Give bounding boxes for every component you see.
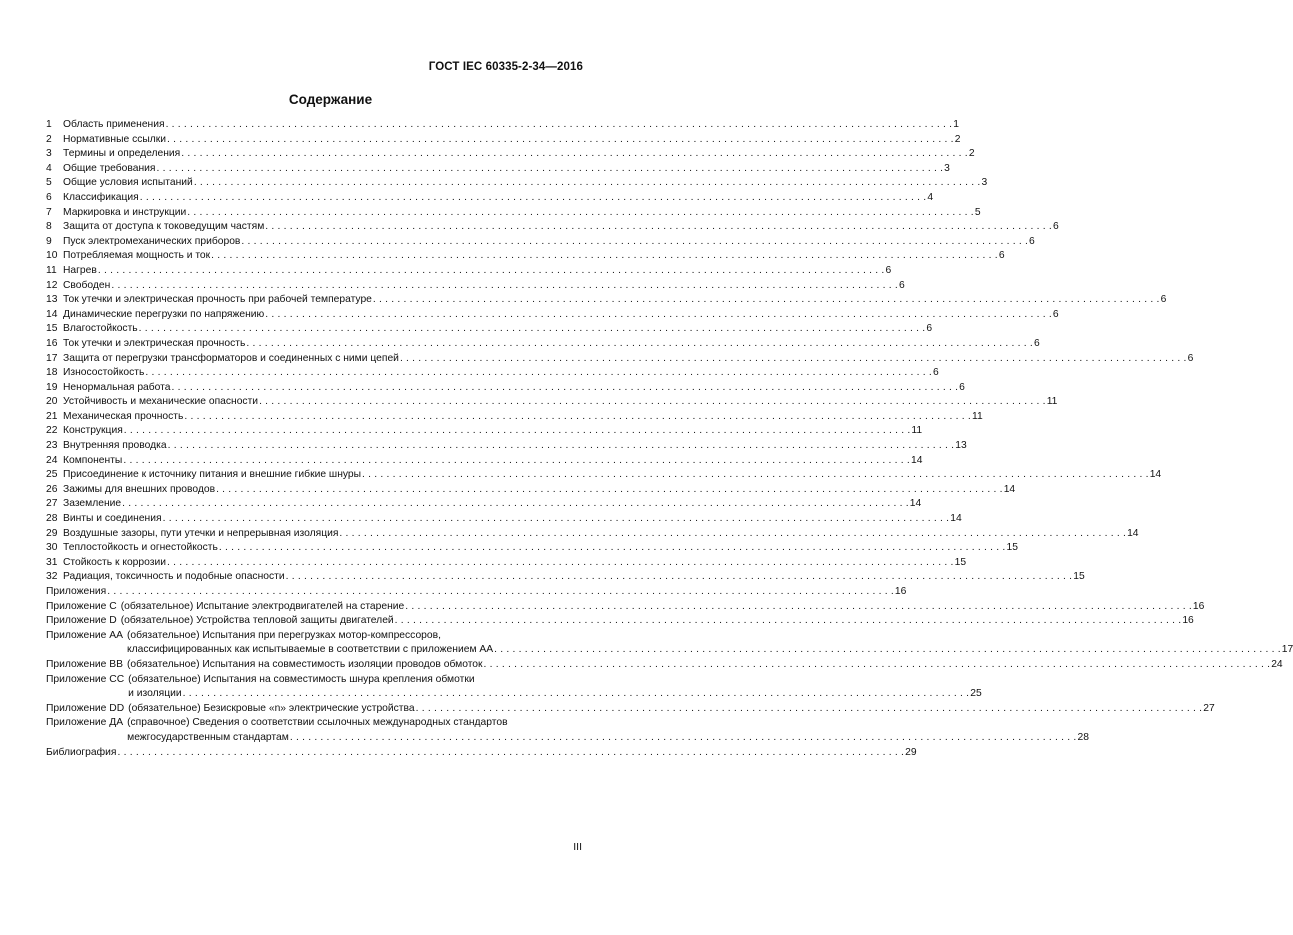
page-ref: 6 — [1052, 308, 1059, 320]
dot-leader — [265, 308, 1052, 323]
section-number: 32 — [46, 571, 58, 583]
section-title: Потребляемая мощность и ток — [63, 250, 211, 262]
section-number: 21 — [46, 410, 58, 422]
page-ref: 6 — [998, 250, 1005, 262]
annex-title: межгосударственным стандартам — [127, 731, 289, 743]
toc-entry[interactable] — [46, 541, 1018, 556]
dot-leader — [172, 381, 959, 396]
section-title: Пуск электромеханических приборов — [63, 235, 241, 247]
section-title: Классификация — [63, 191, 139, 203]
page-ref: 6 — [932, 367, 939, 379]
page-ref: 17 — [1281, 644, 1293, 656]
section-title: Ток утечки и электрическая прочность при рабочей температуре — [63, 294, 372, 306]
page-ref: 16 — [1192, 600, 1205, 612]
page-ref: 27 — [1203, 702, 1215, 714]
page-ref: 5 — [974, 206, 981, 218]
section-title: Заземление — [63, 498, 122, 510]
section-title: Винты и соединения — [63, 513, 162, 525]
section-number: 20 — [46, 396, 58, 408]
page-ref: 14 — [1149, 469, 1162, 481]
section-title: Свободен — [63, 279, 111, 291]
toc-entry[interactable] — [46, 410, 983, 425]
toc-entry[interactable] — [46, 337, 1040, 352]
section-title: Защита от перегрузки трансформаторов и соединенных с ними цепей — [63, 352, 399, 364]
page-ref: 14 — [909, 498, 922, 510]
toc-entry[interactable] — [46, 497, 922, 512]
section-number: 11 — [46, 264, 57, 276]
dot-leader — [122, 497, 909, 512]
section-number: 8 — [46, 221, 52, 233]
dot-leader — [167, 556, 954, 571]
dot-leader — [286, 570, 1073, 585]
page-ref: 16 — [1182, 615, 1194, 627]
section-number: 26 — [46, 483, 58, 495]
section-title: Радиация, токсичность и подобные опасности — [63, 571, 285, 583]
section-title: Защита от доступа к токоведущим частям — [63, 221, 265, 233]
annex-label: Приложение D — [46, 615, 117, 627]
section-number: 19 — [46, 381, 58, 393]
toc-entry[interactable] — [46, 381, 965, 396]
page-ref: 3 — [944, 162, 950, 174]
annex-label: Приложение C — [46, 600, 117, 612]
dot-leader — [246, 337, 1033, 352]
page-ref: 14 — [950, 513, 962, 525]
toc-annex-entry[interactable] — [46, 716, 1089, 745]
page-ref: 2 — [968, 148, 975, 160]
annex-label: Приложение ВВ — [46, 658, 123, 670]
page-ref: 6 — [898, 279, 905, 291]
toc-entry[interactable] — [46, 352, 1194, 367]
toc-entry[interactable] — [46, 279, 905, 294]
section-number: 7 — [46, 206, 52, 218]
annex-title: (обязательное) Испытание электродвигателей на старение — [120, 600, 405, 612]
toc-entry[interactable] — [46, 468, 1162, 483]
section-number: 22 — [46, 425, 58, 437]
section-number: 31 — [46, 556, 58, 568]
section-title: Общие условия испытаний — [63, 177, 193, 189]
annex-label: Приложение ДА — [46, 717, 124, 729]
dot-leader — [400, 352, 1187, 367]
page-ref: 6 — [1187, 352, 1194, 364]
dot-leader — [163, 512, 950, 527]
toc-entry[interactable] — [46, 206, 981, 221]
dot-leader — [216, 483, 1003, 498]
page-ref: 15 — [1073, 571, 1085, 583]
toc-entry[interactable] — [46, 483, 1016, 498]
section-title: Нагрев — [63, 264, 97, 276]
section-title: Динамические перегрузки по напряжению — [63, 308, 265, 320]
dot-leader — [107, 585, 894, 600]
dot-leader — [339, 527, 1126, 542]
dot-leader — [187, 206, 974, 221]
toc-entry[interactable] — [46, 424, 923, 439]
toc-entry[interactable] — [46, 133, 961, 148]
section-number: 6 — [46, 191, 52, 203]
section-title: Компоненты — [63, 454, 123, 466]
toc-annex-entry[interactable] — [46, 600, 1205, 615]
dot-leader — [362, 468, 1149, 483]
annex-title: (обязательное) Испытания при перегрузках мотор-компрессоров, — [127, 629, 441, 641]
page-ref: 14 — [1003, 483, 1016, 495]
annex-label: Приложение АА — [46, 629, 123, 641]
section-number: 5 — [46, 177, 52, 189]
dot-leader — [117, 746, 904, 761]
toc-annex-entry[interactable] — [46, 673, 982, 702]
section-number: 9 — [46, 235, 52, 247]
annex-title: (справочное) Сведения о соответствии ссылочных международных стандартов — [127, 717, 508, 729]
section-title: Маркировка и инструкции — [63, 206, 187, 218]
annex-label: Приложение DD — [46, 702, 125, 714]
page-ref: 16 — [894, 586, 907, 597]
dot-leader — [111, 279, 898, 294]
dot-leader — [166, 118, 953, 133]
section-number: 24 — [46, 454, 58, 466]
table-of-contents — [46, 118, 1293, 760]
section-number: 28 — [46, 513, 58, 525]
dot-leader — [181, 147, 968, 162]
dot-leader — [123, 454, 910, 469]
page-ref: 14 — [1127, 527, 1139, 539]
section-title: Нормативные ссылки — [63, 133, 167, 145]
section-title: Внутренняя проводка — [63, 440, 167, 452]
section-title: Присоединение к источнику питания и внешние гибкие шнуры — [63, 469, 362, 481]
page-ref: 25 — [970, 688, 982, 700]
section-number: 17 — [46, 352, 58, 364]
section-title: Влагостойкость — [63, 323, 138, 335]
section-title: Устойчивость и механические опасности — [63, 396, 259, 408]
section-title: Механическая прочность — [63, 410, 184, 422]
section-number: 25 — [46, 469, 58, 481]
page-ref: 2 — [954, 133, 961, 145]
toc-entry[interactable] — [46, 176, 988, 191]
toc-annex-entry[interactable] — [46, 702, 1215, 717]
dot-leader — [194, 176, 981, 191]
dot-leader — [98, 264, 885, 279]
page-ref: 3 — [981, 177, 988, 189]
toc-annex-entry[interactable] — [46, 614, 1194, 629]
toc-entry[interactable] — [46, 556, 967, 571]
dot-leader — [219, 541, 1006, 556]
toc-entry[interactable] — [46, 366, 939, 381]
toc-entry[interactable] — [46, 162, 950, 177]
page-ref: 11 — [911, 425, 923, 437]
annex-title: Библиография — [46, 746, 117, 758]
section-title: Теплостойкость и огнестойкость — [63, 542, 218, 554]
section-title: Конструкция — [63, 425, 123, 437]
page-ref: 15 — [1006, 542, 1018, 554]
dot-leader — [241, 235, 1028, 250]
annex-label: Приложение СС — [46, 673, 125, 685]
section-number: 23 — [46, 440, 58, 452]
dot-leader — [124, 424, 911, 439]
page-ref: 11 — [971, 410, 983, 422]
section-title: Износостойкость — [63, 367, 145, 379]
page-ref: 6 — [1052, 221, 1059, 233]
toc-entry[interactable] — [46, 454, 923, 469]
section-number: 30 — [46, 542, 58, 554]
dot-leader — [140, 191, 927, 206]
section-number: 13 — [46, 294, 58, 306]
section-title: Термины и определения — [63, 148, 181, 160]
annex-title: Приложения — [46, 586, 107, 597]
section-title: Ток утечки и электрическая прочность — [63, 337, 246, 349]
page-ref: 6 — [1029, 235, 1035, 247]
page-ref: 6 — [885, 264, 892, 276]
section-title: Зажимы для внешних проводов — [63, 483, 216, 495]
page-ref: 29 — [905, 746, 917, 758]
page-title: Содержание — [288, 92, 373, 107]
section-number: 3 — [46, 148, 52, 160]
toc-entry[interactable] — [46, 264, 892, 279]
dot-leader — [395, 614, 1182, 629]
page-ref: 6 — [959, 381, 965, 393]
toc-annex-entry[interactable] — [46, 746, 917, 761]
section-number: 16 — [46, 337, 58, 349]
section-number: 14 — [46, 308, 58, 320]
toc-entry[interactable] — [46, 293, 1167, 308]
toc-entry[interactable] — [46, 308, 1059, 323]
section-title: Область применения — [63, 119, 165, 130]
page-ref: 6 — [1033, 337, 1040, 349]
toc-entry[interactable] — [46, 512, 962, 527]
toc-entry[interactable] — [46, 191, 934, 206]
dot-leader — [168, 439, 955, 454]
dot-leader — [484, 658, 1271, 673]
dot-leader — [290, 731, 1077, 746]
page-ref: 24 — [1271, 658, 1283, 670]
dot-leader — [157, 162, 944, 177]
dot-leader — [405, 600, 1192, 615]
annex-title: (обязательное) Безискровые «n» электрические устройства — [128, 702, 415, 714]
annex-title: (обязательное) Устройства тепловой защиты двигателей — [120, 615, 394, 627]
page-ref: 15 — [954, 556, 967, 568]
page-number: III — [573, 841, 582, 853]
section-number: 18 — [46, 367, 58, 379]
document-code: ГОСТ IEC 60335-2-34—2016 — [428, 61, 583, 73]
toc-entry[interactable] — [46, 249, 1005, 264]
section-title: Воздушные зазоры, пути утечки и непрерывная изоляция — [63, 527, 339, 539]
toc-entry[interactable] — [46, 395, 1058, 410]
section-number: 29 — [46, 527, 58, 539]
annex-title: классифицированных как испытываемые в соответствии с приложением АА — [127, 644, 494, 656]
dot-leader — [494, 643, 1281, 658]
section-number: 4 — [46, 162, 52, 174]
page-ref: 6 — [1160, 294, 1167, 306]
dot-leader — [184, 410, 971, 425]
annex-title: (обязательное) Испытания на совместимость изоляции проводов обмоток — [127, 658, 483, 670]
annex-title: и изоляции — [128, 688, 182, 700]
section-number: 27 — [46, 498, 58, 510]
toc-entry[interactable] — [46, 527, 1139, 542]
page-ref: 4 — [927, 191, 934, 203]
section-number: 15 — [46, 323, 58, 335]
section-title: Ненормальная работа — [63, 381, 171, 393]
toc-annex-entry[interactable] — [46, 585, 907, 600]
dot-leader — [167, 133, 954, 148]
section-number: 2 — [46, 133, 52, 145]
page-ref: 11 — [1046, 396, 1058, 408]
page-ref: 6 — [926, 323, 933, 335]
section-title: Стойкость к коррозии — [63, 556, 166, 568]
section-number: 10 — [46, 250, 58, 262]
page-ref: 28 — [1077, 731, 1089, 743]
toc-entry[interactable] — [46, 570, 1085, 585]
dot-leader — [265, 220, 1052, 235]
dot-leader — [259, 395, 1046, 410]
toc-entry[interactable] — [46, 235, 1035, 250]
section-number: 12 — [46, 279, 58, 291]
toc-entry[interactable] — [46, 439, 967, 454]
toc-entry[interactable] — [46, 220, 1059, 235]
toc-entry[interactable] — [46, 118, 959, 133]
section-title: Общие требования — [63, 162, 156, 174]
dot-leader — [211, 249, 998, 264]
dot-leader — [373, 293, 1160, 308]
toc-annex-entry[interactable] — [46, 658, 1283, 673]
page-ref: 1 — [953, 119, 959, 130]
toc-entry[interactable] — [46, 322, 933, 337]
annex-title: (обязательное) Испытания на совместимость шнура крепления обмотки — [128, 673, 475, 685]
section-number: 1 — [46, 119, 52, 130]
toc-entry[interactable] — [46, 147, 975, 162]
page-ref: 14 — [910, 454, 923, 466]
dot-leader — [416, 702, 1203, 717]
dot-leader — [145, 366, 932, 381]
dot-leader — [139, 322, 926, 337]
dot-leader — [183, 687, 970, 702]
toc-annex-entry[interactable] — [46, 629, 1293, 658]
page-ref: 13 — [955, 440, 967, 452]
